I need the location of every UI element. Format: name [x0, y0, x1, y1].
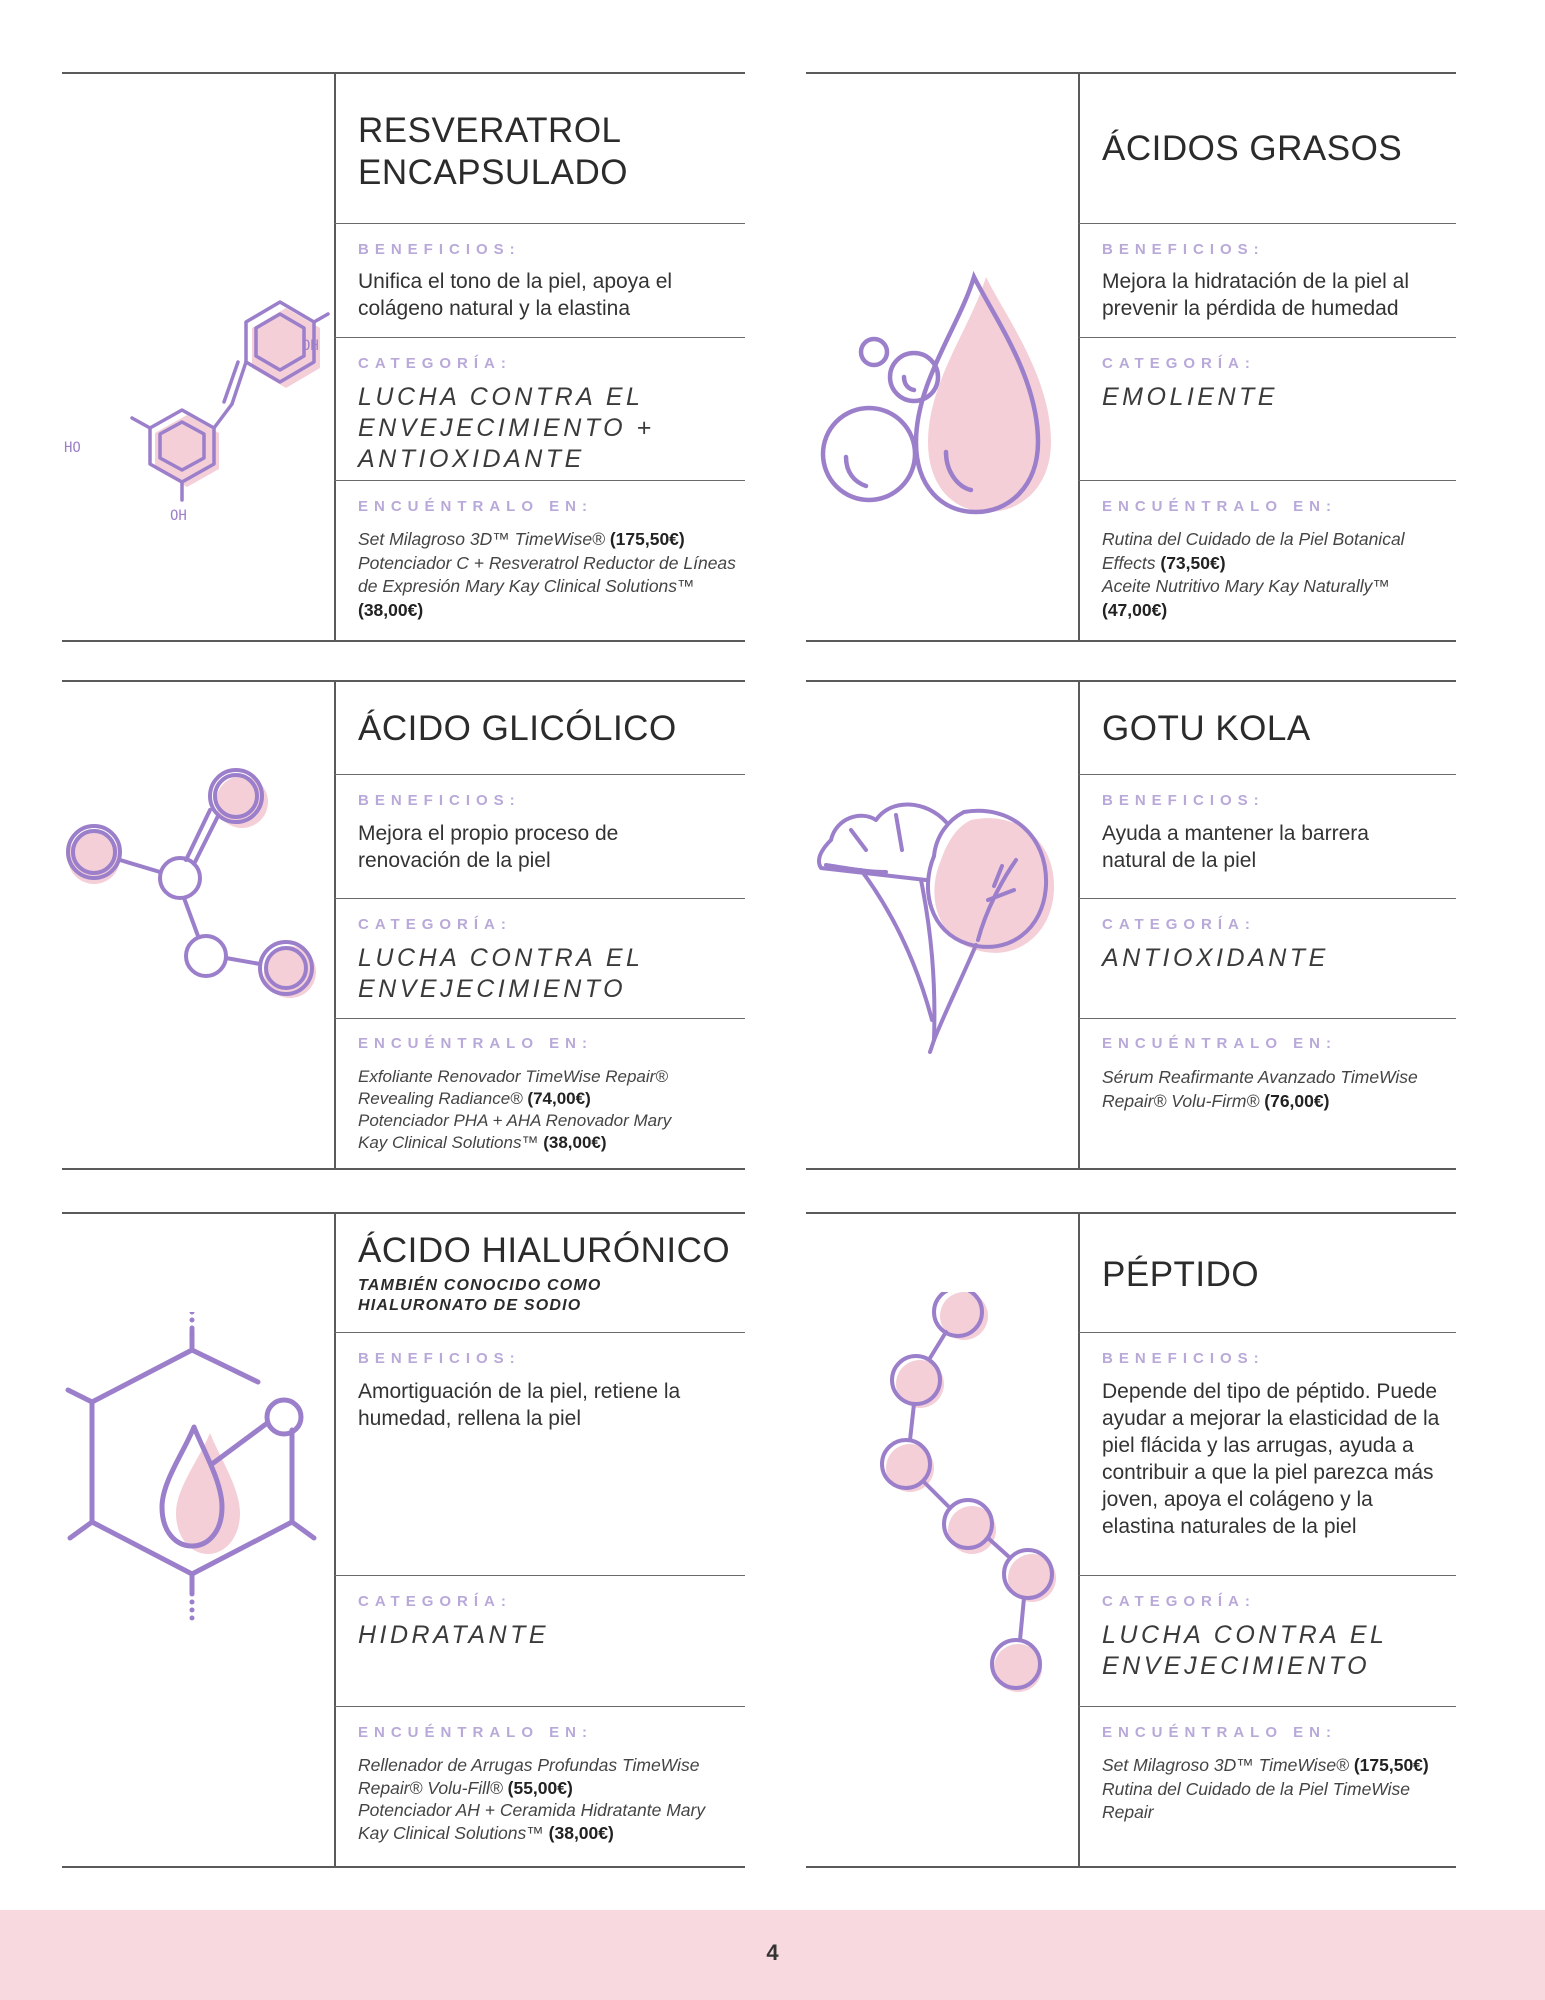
product-price: (76,00€) — [1264, 1090, 1330, 1111]
divider — [806, 1212, 1456, 1214]
product-item — [358, 1799, 737, 1844]
product-name: Rellenador de Arrugas Profundas TimeWise Repair® Volu-Fill® — [358, 1755, 700, 1798]
category-text: LUCHA CONTRA EL ENVEJECIMIENTO + ANTIOXIDANTE — [358, 383, 655, 473]
divider — [1078, 1212, 1080, 1868]
category-label: CATEGORÍA: — [358, 916, 512, 933]
title-line: ENCAPSULADO — [358, 153, 629, 192]
divider — [1078, 898, 1456, 899]
benefits-text: Ayuda a mantener la barrera natural de la piel — [1102, 822, 1369, 872]
product-name: Set Milagroso 3D™ TimeWise® — [1102, 1755, 1349, 1775]
product-item — [1102, 1754, 1436, 1778]
product-item — [358, 552, 737, 623]
ingredient-title: ÁCIDOS GRASOS — [1102, 129, 1403, 168]
product-item — [1102, 575, 1436, 622]
find-in-label: ENCUÉNTRALO EN: — [358, 1724, 593, 1741]
divider — [62, 1212, 745, 1214]
product-item — [1102, 1066, 1446, 1113]
ingredient-card-acido-glicolico — [62, 680, 745, 1170]
divider — [806, 1168, 1456, 1170]
divider — [806, 1866, 1456, 1868]
page-number: 4 — [766, 1940, 779, 1965]
hyaluronic-hexagon-drop-icon — [62, 1312, 334, 1732]
ingredient-title — [358, 110, 735, 194]
ingredient-title: PÉPTIDO — [1102, 1255, 1260, 1294]
divider — [1078, 1706, 1456, 1707]
divider — [334, 680, 336, 1170]
subtitle-line: TAMBIÉN CONOCIDO COMO — [358, 1277, 602, 1294]
divider — [334, 1332, 745, 1333]
divider — [334, 774, 745, 775]
divider — [1078, 1332, 1456, 1333]
ingredient-card-acidos-grasos — [806, 72, 1456, 642]
molecule-label: OH — [302, 338, 319, 354]
find-in-list — [358, 1066, 705, 1154]
category-label: CATEGORÍA: — [358, 355, 512, 372]
divider — [1078, 223, 1456, 224]
divider — [1078, 72, 1080, 642]
find-in-label: ENCUÉNTRALO EN: — [1102, 1724, 1337, 1741]
product-name: Potenciador PHA + AHA Renovador Mary Kay Clinical Solutions™ — [358, 1111, 672, 1152]
category-label: CATEGORÍA: — [358, 1593, 512, 1610]
divider — [806, 72, 1456, 74]
category-text: HIDRATANTE — [358, 1621, 550, 1649]
product-price: (175,50€) — [1353, 1755, 1429, 1775]
ingredient-card-peptido — [806, 1212, 1456, 1868]
find-in-list — [1102, 1754, 1436, 1825]
category-label: CATEGORÍA: — [1102, 355, 1256, 372]
product-item — [358, 1066, 705, 1110]
product-name: Rutina del Cuidado de la Piel TimeWise Repair — [1102, 1778, 1411, 1822]
benefits-label: BENEFICIOS: — [1102, 792, 1265, 809]
ingredient-title: ÁCIDO HIALURÓNICO — [358, 1231, 731, 1270]
glycolic-molecule-icon — [62, 740, 334, 1120]
divider — [1078, 774, 1456, 775]
page-footer — [0, 1910, 1545, 2000]
product-name: Aceite Nutritivo Mary Kay Naturally™ — [1102, 576, 1390, 596]
benefits-text: Mejora el propio proceso de renovación de la piel — [358, 822, 619, 872]
molecule-label: OH — [170, 508, 187, 524]
product-item — [1102, 528, 1436, 575]
product-price: (47,00€) — [1102, 599, 1168, 620]
find-in-list — [1102, 1066, 1446, 1113]
divider — [1078, 480, 1456, 481]
product-name: Potenciador C + Resveratrol Reductor de Líneas de Expresión Mary Kay Clinical Solutions™ — [358, 552, 736, 596]
benefits-label: BENEFICIOS: — [1102, 1350, 1265, 1367]
find-in-list — [1102, 528, 1436, 622]
category-text: LUCHA CONTRA EL ENVEJECIMIENTO — [358, 944, 643, 1003]
peptide-chain-icon — [806, 1292, 1078, 1752]
category-label: CATEGORÍA: — [1102, 1593, 1256, 1610]
product-price: (38,00€) — [548, 1822, 614, 1843]
ingredient-card-acido-hialuronico — [62, 1212, 745, 1868]
divider — [806, 680, 1456, 682]
divider — [334, 1018, 745, 1019]
divider — [334, 1575, 745, 1576]
find-in-list — [358, 528, 737, 622]
divider — [62, 1866, 745, 1868]
benefits-label: BENEFICIOS: — [358, 241, 521, 258]
divider — [62, 72, 745, 74]
oil-drop-bubbles-icon — [806, 152, 1078, 572]
category-text: EMOLIENTE — [1102, 383, 1278, 411]
product-price: (55,00€) — [507, 1777, 573, 1798]
product-name: Rutina del Cuidado de la Piel Botanical Effects — [1102, 529, 1405, 573]
divider — [334, 337, 745, 338]
product-name: Potenciador AH + Ceramida Hidratante Mary Kay Clinical Solutions™ — [358, 1800, 706, 1843]
category-text: LUCHA CONTRA EL ENVEJECIMIENTO — [1102, 1621, 1387, 1680]
divider — [62, 1168, 745, 1170]
benefits-label: BENEFICIOS: — [1102, 241, 1265, 258]
divider — [1078, 1018, 1456, 1019]
divider — [334, 1706, 745, 1707]
product-item — [358, 528, 737, 552]
product-price: (73,50€) — [1160, 552, 1226, 573]
category-label: CATEGORÍA: — [1102, 916, 1256, 933]
divider — [334, 223, 745, 224]
product-name: Set Milagroso 3D™ TimeWise® — [358, 529, 605, 549]
divider — [1078, 337, 1456, 338]
molecule-label: HO — [64, 440, 81, 456]
benefits-text: Depende del tipo de péptido. Puede ayudar a mejorar la elasticidad de la piel flácida y las arrugas, ayuda a contribuir a que la piel parezca más joven, apoya el colágeno y la elastina naturales de la piel — [1102, 1380, 1440, 1538]
benefits-label: BENEFICIOS: — [358, 792, 521, 809]
divider — [1078, 680, 1080, 1170]
find-in-list — [358, 1754, 737, 1844]
divider — [334, 480, 745, 481]
find-in-label: ENCUÉNTRALO EN: — [358, 1035, 593, 1052]
divider — [334, 72, 336, 642]
ingredient-card-gotu-kola — [806, 680, 1456, 1170]
benefits-text: Amortiguación de la piel, retiene la humedad, rellena la piel — [358, 1380, 681, 1430]
product-item — [358, 1754, 737, 1799]
product-price: (38,00€) — [543, 1133, 607, 1152]
divider — [334, 898, 745, 899]
product-name: Sérum Reafirmante Avanzado TimeWise Repair® Volu-Firm® — [1102, 1067, 1418, 1111]
product-price: (38,00€) — [358, 599, 424, 620]
benefits-label: BENEFICIOS: — [358, 1350, 521, 1367]
divider — [334, 1212, 336, 1868]
product-item — [358, 1110, 705, 1154]
ingredient-title: ÁCIDO GLICÓLICO — [358, 709, 677, 748]
ingredient-title: GOTU KOLA — [1102, 709, 1311, 748]
title-line: RESVERATROL — [358, 111, 622, 150]
ingredient-card-resveratrol — [62, 72, 745, 642]
divider — [806, 640, 1456, 642]
find-in-label: ENCUÉNTRALO EN: — [1102, 498, 1337, 515]
divider — [62, 680, 745, 682]
product-price: (175,50€) — [609, 529, 685, 549]
product-price: (74,00€) — [527, 1089, 591, 1108]
product-name: Exfoliante Renovador TimeWise Repair® Revealing Radiance® — [358, 1067, 668, 1108]
ingredient-subtitle — [358, 1276, 735, 1316]
find-in-label: ENCUÉNTRALO EN: — [1102, 1035, 1337, 1052]
divider — [1078, 1575, 1456, 1576]
resveratrol-molecule-icon — [62, 152, 334, 572]
benefits-text: Mejora la hidratación de la piel al prevenir la pérdida de humedad — [1102, 270, 1410, 320]
benefits-text: Unifica el tono de la piel, apoya el colágeno natural y la elastina — [358, 270, 673, 320]
gotu-kola-leaf-icon — [806, 740, 1078, 1120]
category-text: ANTIOXIDANTE — [1102, 944, 1329, 972]
product-item — [1102, 1778, 1436, 1825]
subtitle-line: HIALURONATO DE SODIO — [358, 1297, 582, 1314]
find-in-label: ENCUÉNTRALO EN: — [358, 498, 593, 515]
divider — [62, 640, 745, 642]
